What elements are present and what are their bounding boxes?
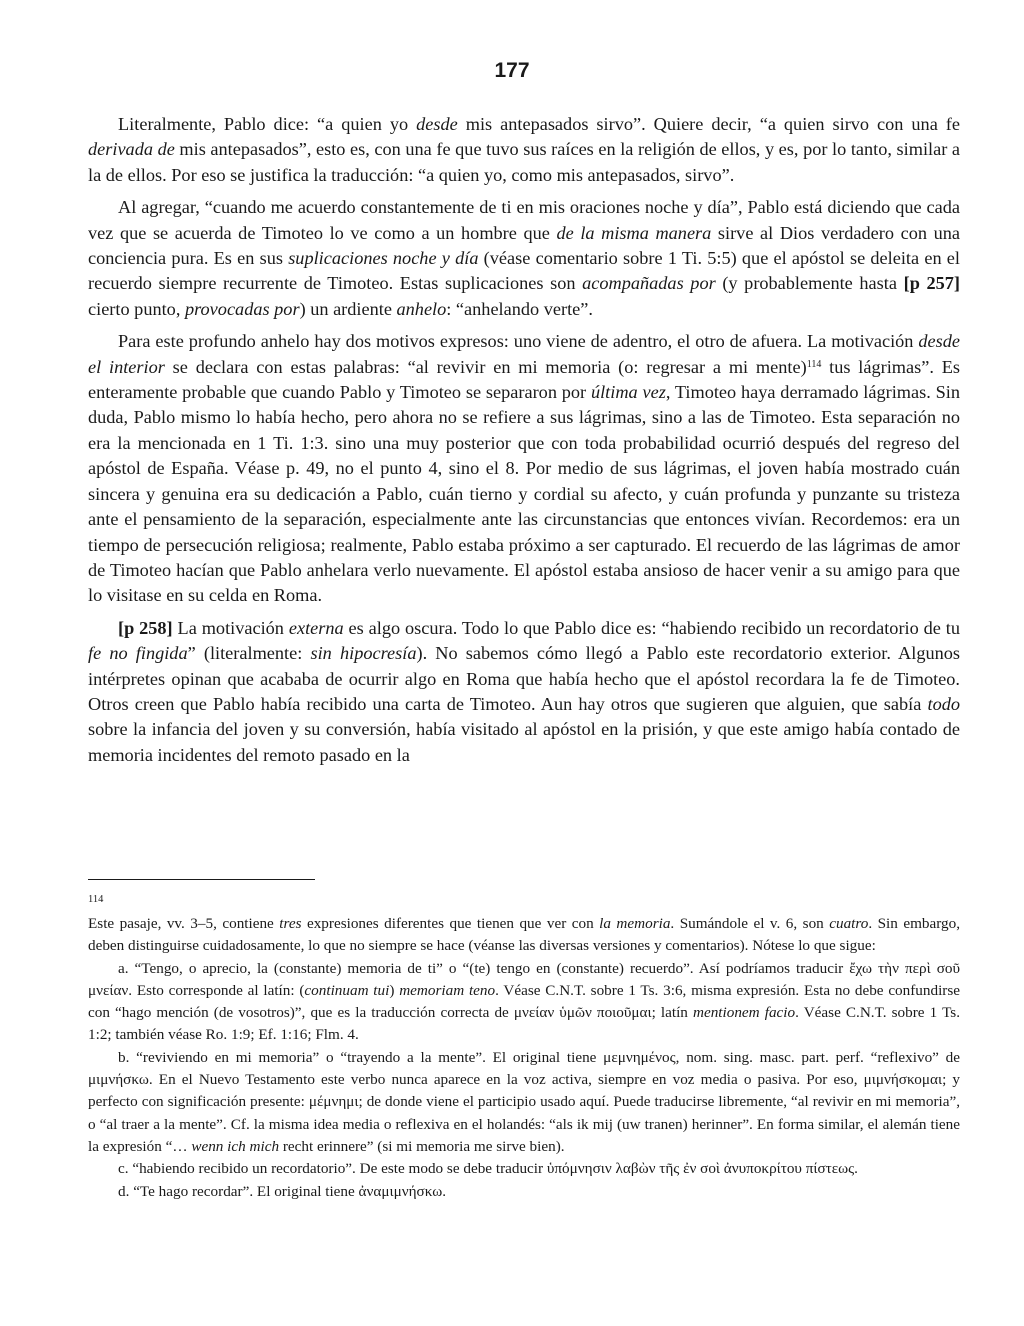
footnote-ref-114[interactable]: 114 (806, 358, 822, 370)
footnote (88, 913, 960, 1203)
page-marker-257: [p 257] (903, 273, 960, 294)
footnote-intro: Este pasaje, vv. 3–5, contiene tres expresiones diferentes que tienen que ver con la memoria. Sumándole el v. 6, son cuatro. Sin embargo, deben distinguirse cuidadosamente, lo que no siempre se hace (véanse las diversas versiones y comentarios). Nótese lo que sigue: (88, 915, 961, 955)
paragraph-1: Literalmente, Pablo dice: “a quien yo desde mis antepasados sirvo”. Quiere decir, “a quien sirvo con una fe derivada de mis antepasados”, esto es, con una fe que tuvo sus raíces en la religión de ellos, y es, por lo tanto, similar a la de ellos. Por eso se justifica la traducción: “a quien yo, como mis antepasados, sirvo”. (88, 114, 960, 185)
paragraph-4: [p 258] La motivación externa es algo oscura. Todo lo que Pablo dice es: “habiendo recibido un recordatorio de tu fe no fingida” (literalmente: sin hipocresía). No sabemos cómo llegó a Pablo este recordatorio exterior. Algunos intérpretes opinan que acababa de ocurrir algo en Roma que había hecho que el apóstol recordara la fe de Timoteo. Otros creen que Pablo había recibido una carta de Timoteo. Aun hay otros que sugieren que alguien, que sabía todo sobre la infancia del joven y su conversión, había visitado al apóstol en la prisión, y que este amigo había contado de memoria incidentes del remoto pasado en la (88, 617, 960, 765)
footnote-item-c: c. “habiendo recibido un recordatorio”. De este modo se debe traducir ὑπόμνησιν λαβὼν τῆς ἐν σοὶ ἀνυποκρίτου πίστεως. (118, 1160, 858, 1178)
footnote-item-a: a. “Tengo, o aprecio, la (constante) memoria de ti” o “(te) tengo en (constante) recuerdo”. Así podríamos traducir ἔχω τὴν περὶ σοῦ μνείαν. Esto corresponde al latín: (continuam tui) memoriam teno. Véase C.N.T. sobre 1 Ts. 3:6, misma expresión. Esta no debe confundirse con “hago mención (de vosotros)”, que es la traducción correcta de μνείαν ὑμῶν ποιοῦμαι; latín mentionem facio. Véase C.N.T. sobre 1 Ts. 1:2; también véase Ro. 1:9; Ef. 1:16; Flm. 4. (88, 959, 961, 1044)
page-number: 177 (494, 59, 530, 82)
paragraph-2: Al agregar, “cuando me acuerdo constantemente de ti en mis oraciones noche y día”, Pablo está diciendo que cada vez que se acuerda de Timoteo lo ve como a un hombre que de la misma manera sirve al Dios verdadero con una conciencia pura. Es en sus suplicaciones noche y día (véase comentario sobre 1 Ti. 5:5) que el apóstol se deleita en el recuerdo siempre recurrente de Timoteo. Estas suplicaciones son acompañadas por (y probablemente hasta [p 257] cierto punto, provocadas por) un ardiente anhelo: “anhelando verte”. (88, 197, 960, 319)
footnote-number: 114 (88, 894, 104, 905)
body-text (88, 112, 960, 768)
footnote-divider (88, 879, 315, 880)
page-marker-258: [p 258] (118, 617, 173, 638)
footnote-item-d: d. “Te hago recordar”. El original tiene ἀναμιμνήσκω. (118, 1182, 447, 1200)
footnote-item-b: b. “reviviendo en mi memoria” o “trayendo a la mente”. El original tiene μεμνημένος, nom. sing. masc. part. perf. “reflexivo” de μιμνήσκω. En el Nuevo Testamento este verbo nunca aparece en la voz activa, siempre en voz media o pasiva. Por eso, μιμνήσκομαι; y perfecto con significación presente: μέμνημι; de donde viene el participio usado aquí. Puede traducirse libremente, “al revivir en mi memoria”, o “al traer a la mente”. Cf. la misma idea media o reflexiva en el holandés: “als ik mij (uw tranen) herinner”. En forma similar, el alemán tiene la expresión “… wenn ich mich recht erinnere” (si mi memoria me sirve bien). (88, 1048, 960, 1155)
paragraph-3: Para este profundo anhelo hay dos motivos expresos: uno viene de adentro, el otro de afuera. La motivación desde el interior se declara con estas palabras: “al revivir en mi memoria (o: regresar a mi mente)$^{114}$ tus lágrimas”. Es enteramente probable que cuando Pablo y Timoteo se separaron por última vez, Timoteo haya derramado lágrimas. Sin duda, Pablo mismo lo había hecho, pero ahora no se refiere a sus lágrimas, sino a las de Timoteo. Esta separación no era la mencionada en 1 Ti. 1:3. sino una muy posterior que con toda probabilidad ocurrió después del regreso del apóstol de España. Véase p. 49, no el punto 4, sino el 8. Por medio de sus lágrimas, el joven había mostrado cuán sincera y genuina era su dedicación a Pablo, cuán tierno y cordial su afecto, y cuán profunda y punzante su tristeza ante el pensamiento de la separación, especialmente ante las circunstancias que entonces vivían. Recordemos: era un tiempo de persecución religiosa; realmente, Pablo estaba próximo a ser capturado. El recuerdo de las lágrimas de amor de Timoteo hacían que Pablo anhelara verlo nuevamente. El apóstol estaba ansioso de hacer venir a su amigo para que lo visitase en su celda en Roma. (88, 331, 960, 606)
